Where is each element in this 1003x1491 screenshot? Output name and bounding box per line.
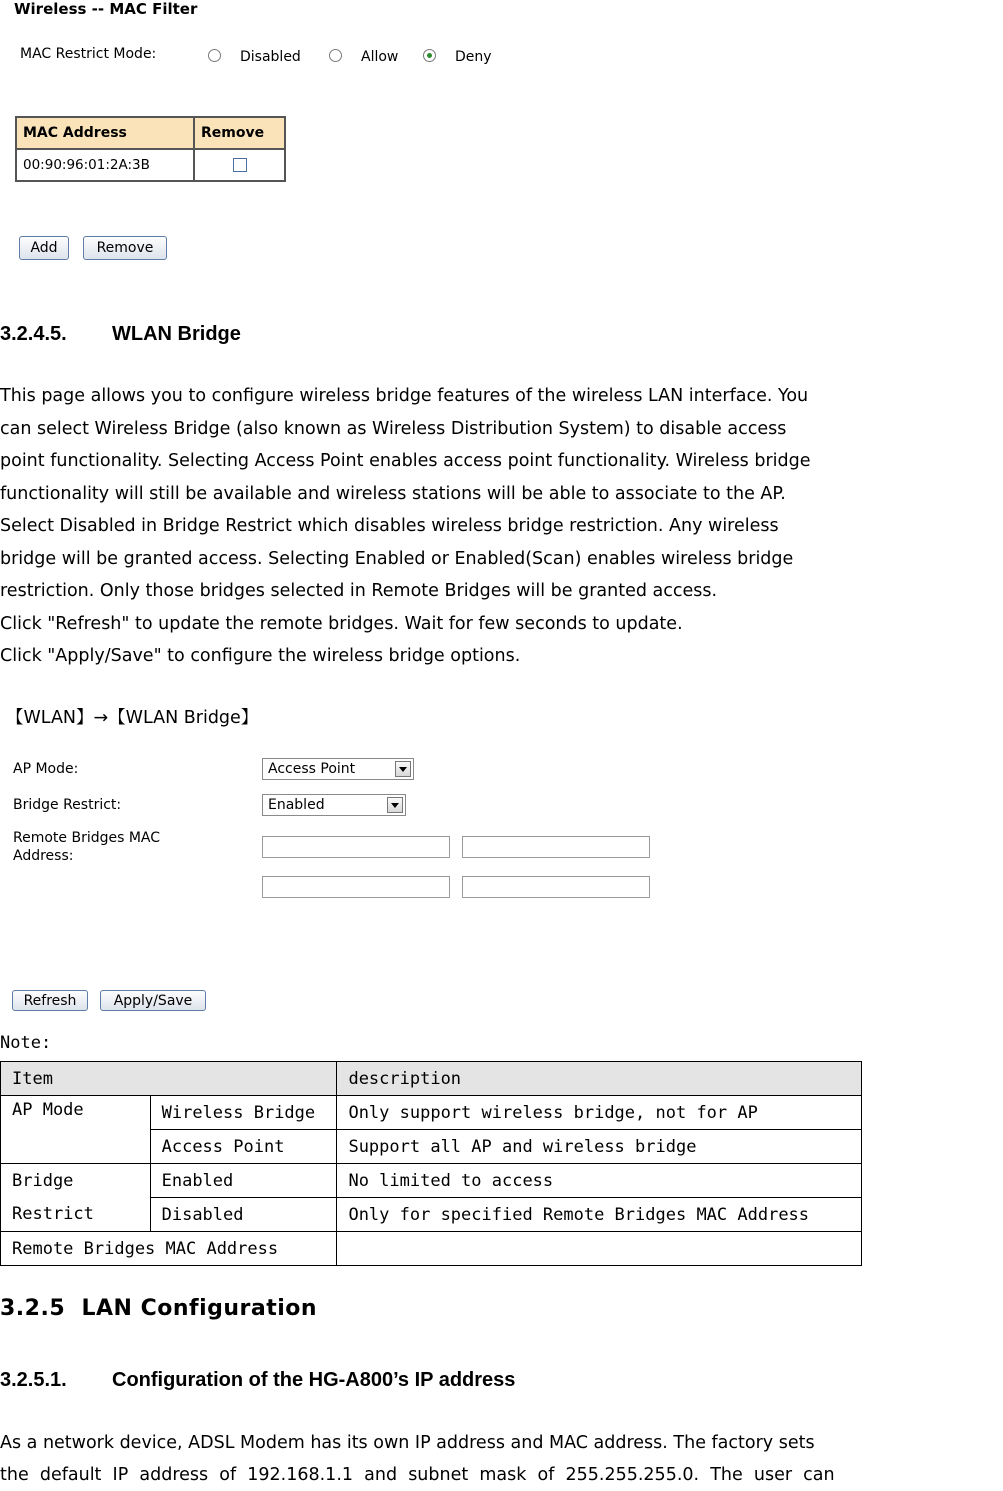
ap-mode-select[interactable]	[262, 758, 414, 780]
section-heading-lan: 3.2.5 LAN Configuration	[0, 1296, 318, 1321]
item-header: Item	[1, 1062, 337, 1096]
radio-allow[interactable]	[329, 49, 342, 62]
remote-bridges-label-line1: Remote Bridges MAC	[13, 830, 161, 846]
description-header: description	[337, 1062, 862, 1096]
section-heading-ip-address	[0, 1369, 515, 1392]
bridge-restrict-cell	[1, 1164, 151, 1232]
mac-restrict-mode-label: MAC Restrict Mode:	[20, 46, 157, 62]
lan-description	[0, 1427, 1003, 1491]
table-row	[16, 149, 285, 181]
paragraph-line: functionality will still be available and wireless stations will be able to associate to the AP.	[0, 483, 786, 504]
remote-bridges-cell: Remote Bridges MAC Address	[1, 1232, 337, 1266]
chevron-down-icon	[387, 797, 403, 813]
section-number: 3.2.4.5.	[0, 323, 67, 345]
enabled-desc: No limited to access	[337, 1164, 862, 1198]
paragraph-line: bridge will be granted access. Selecting Enabled or Enabled(Scan) enables wireless bridge	[0, 548, 794, 569]
wlan-bridge-description	[0, 380, 1003, 673]
table-row	[1, 1096, 862, 1130]
access-point-cell: Access Point	[150, 1130, 337, 1164]
remote-bridge-mac-input-2[interactable]	[462, 836, 650, 858]
mac-filter-title: Wireless -- MAC Filter	[14, 0, 198, 18]
table-row	[1, 1062, 862, 1096]
enabled-cell: Enabled	[150, 1164, 337, 1198]
remove-button[interactable]: Remove	[83, 236, 167, 260]
mac-address-header: MAC Address	[16, 117, 194, 149]
note-label: Note:	[0, 1033, 52, 1053]
ap-mode-value: Access Point	[268, 761, 356, 777]
paragraph-line: Click "Apply/Save" to configure the wireless bridge options.	[0, 646, 521, 666]
paragraph-line: can select Wireless Bridge (also known as Wireless Distribution System) to disable access	[0, 418, 787, 439]
disabled-desc: Only for specified Remote Bridges MAC Address	[337, 1198, 862, 1232]
paragraph-line: This page allows you to configure wireless bridge features of the wireless LAN interface. You	[0, 386, 809, 406]
remote-bridge-mac-input-1[interactable]	[262, 836, 450, 858]
radio-deny[interactable]	[423, 49, 436, 62]
paragraph-line: restriction. Only those bridges selected in Remote Bridges will be granted access.	[0, 581, 718, 601]
note-table	[0, 1061, 862, 1266]
add-button[interactable]: Add	[19, 236, 69, 260]
remove-header: Remove	[194, 117, 285, 149]
ap-mode-label: AP Mode:	[13, 761, 79, 777]
remote-bridges-desc	[337, 1232, 862, 1266]
bridge-restrict-line2: Restrict	[12, 1203, 94, 1224]
chevron-down-icon	[395, 761, 411, 777]
breadcrumb: 【WLAN】→【WLAN Bridge】	[6, 708, 259, 728]
disabled-cell: Disabled	[150, 1198, 337, 1232]
radio-disabled-label: Disabled	[240, 49, 301, 65]
paragraph-line: the default IP address of 192.168.1.1 and subnet mask of 255.255.255.0. The user can	[0, 1465, 835, 1485]
paragraph-line: Click "Refresh" to update the remote bridges. Wait for few seconds to update.	[0, 613, 683, 634]
paragraph-line: point functionality. Selecting Access Point enables access point functionality. Wireless bridge	[0, 451, 811, 471]
remote-bridge-mac-input-3[interactable]	[262, 876, 450, 898]
section-title: WLAN Bridge	[112, 323, 241, 345]
mac-address-cell: 00:90:96:01:2A:3B	[16, 149, 194, 181]
access-point-desc: Support all AP and wireless bridge	[337, 1130, 862, 1164]
remove-checkbox[interactable]	[233, 158, 247, 172]
paragraph-line: Select Disabled in Bridge Restrict which disables wireless bridge restriction. Any wireless	[0, 516, 779, 536]
mac-address-table	[15, 116, 286, 182]
remote-bridge-mac-input-4[interactable]	[462, 876, 650, 898]
wireless-bridge-desc: Only support wireless bridge, not for AP	[337, 1096, 862, 1130]
bridge-restrict-value: Enabled	[268, 797, 325, 813]
ap-mode-cell: AP Mode	[1, 1096, 151, 1164]
remote-bridges-label-line2: Address:	[13, 848, 74, 864]
radio-deny-label: Deny	[455, 49, 492, 65]
remote-bridges-label	[13, 829, 160, 865]
section-heading-wlan-bridge	[0, 323, 241, 346]
table-row	[1, 1164, 862, 1198]
radio-disabled[interactable]	[208, 49, 221, 62]
radio-allow-label: Allow	[361, 49, 399, 65]
bridge-restrict-label: Bridge Restrict:	[13, 797, 122, 813]
bridge-restrict-select[interactable]	[262, 794, 406, 816]
table-row	[1, 1232, 862, 1266]
paragraph-line: As a network device, ADSL Modem has its own IP address and MAC address. The factory sets	[0, 1433, 815, 1453]
refresh-button[interactable]: Refresh	[12, 990, 88, 1011]
bridge-restrict-line1: Bridge	[12, 1170, 74, 1191]
wireless-bridge-cell: Wireless Bridge	[150, 1096, 337, 1130]
apply-save-button[interactable]: Apply/Save	[100, 990, 206, 1011]
remove-cell	[194, 149, 285, 181]
section-title: Configuration of the HG-A800’s IP address	[112, 1369, 516, 1391]
section-number: 3.2.5.1.	[0, 1369, 67, 1391]
